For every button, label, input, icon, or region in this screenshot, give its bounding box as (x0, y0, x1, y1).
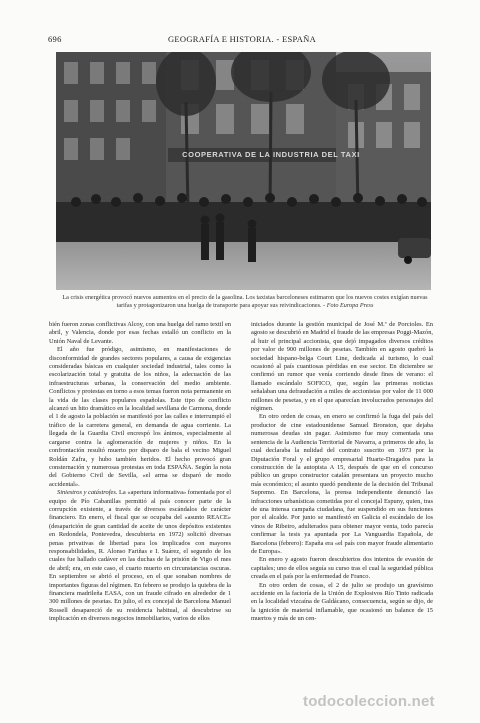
paragraph: En otro orden de cosas, el 2 de julio se produjo un gravísimo accidente en la factoría de la Unión de Explosivos Río Tinto radicada en la localidad vizcaína de Galdácano, consecuencia, según se dijo, de la ignición de material inflamable, que ocasionó un balance de 15 muertos y más de un cen- (251, 581, 433, 623)
paragraph: iniciados durante la gestión municipal de José M.ª de Porcioles. En agosto se descubrió en Madrid el fraude de las empresas Poggi-Mazón, al huir el principal accionista, que dejó impagados diversos créditos por valor de 900 millones de pesetas. También en agosto quebró la sociedad hispano-belga Court Line, dedicada al turismo, lo cual ocasionó al país cuantiosas pérdidas en ese sector. En diciembre se confirmó un rumor que venía corriendo desde fines de verano: el llamado escándalo SOFICO, que, según las primeras noticias señalaban una defraudación a miles de accionistas por valor de 11 000 millones de pesetas, y en el que aparecían involucrados personajes del régimen. (251, 321, 433, 413)
photograph-taxi-strike (56, 52, 431, 290)
right-column (251, 321, 433, 693)
page-number: 696 (48, 34, 62, 44)
section-title: Siniestros y catástrofes. (57, 489, 118, 497)
left-column (49, 321, 231, 693)
photo-illustration (56, 52, 431, 290)
paragraph: En otro orden de cosas, en enero se confirmó la fuga del país del productor de cine estadounidense Samuel Bronston, que dejaba numerosas deudas sin pagar. Asimismo fue muy comentada una sentencia de la Audiencia Territorial de Navarra, a primeros de año, la cual declaraba la nulidad del contrato suscrito en 1973 por la Diputación Foral y el grupo empresarial Huarte-Dragados para la construcción de la autopista A 15, después de que en el concurso público un grupo constructor catalán presentara un proyecto mucho más económico; el asunto quedó pendiente de la decisión del Tribunal Supremo. En Barcelona, la prensa independiente denunció las infracciones urbanísticas cometidas por el concejal Espuny, quien, tras de una intensa campaña ciudadana, fue suspendido en sus funciones por el alcalde. Por junio se manifestó en Galicia el escándalo de los vinos de Ribeiro, adulterados para obtener mayor venta, todo parecía confirmar la tesis ya apuntada por La Vanguardia Española, de Barcelona (febrero): España era «el país con mayor fraude alimentario de Europa». (251, 413, 433, 555)
running-title: GEOGRAFÍA E HISTORIA. - ESPAÑA (167, 34, 317, 44)
running-header (48, 34, 436, 46)
paragraph: La «apertura informativa» fomentada por el equipo de Pío Cabanillas permitió al país conocer parte de la corrupción existente, a través de diversos escándalos de carácter financiero. En enero, el fiscal que se ocupaba del «asunto REACE» (desaparición de gran cantidad de aceite de unos depósitos existentes en Redondela, Pontevedra, descubierta en 1972) solicitó diversas penas privativas de libertad para los implicados con mayores responsabilidades, R. Alonso Fariñas e I. Suárez, el segundo de los cuales fue hallado cadáver en las duchas de la prisión de Vigo el mes de abril; era, en este caso, el cuarto muerto en circunstancias oscuras. En septiembre se abrió el proceso, en el que sonaban nombres de importantes figuras del régimen. En febrero se produjo la quiebra de la financiera madrileña EASA, con un fraude cifrado en alrededor de 1 300 millones de pesetas. En julio, el ex concejal de Barcelona Manuel Rossell desapareció de su residencia habitual, al descubrirse su implicación en diversos negocios inmobiliarios, varios de ellos (49, 489, 231, 623)
photo-caption (56, 294, 434, 310)
paragraph: El año fue pródigo, asimismo, en manifestaciones de disconformidad de grandes sectores populares, a causa de exigencias consideradas básicas en cualquier sociedad industrial, tales como la escolarización total y gratuita de los niños, la adecuación de las infraestructuras urbanas, la conservación del medio ambiente. Conflictos y protestas en torno a esos temas fueron nota permanente en la vida de las clases populares españolas. Este tipo de conflicto alcanzó un hito dramático en la localidad sevillana de Carmona, donde el 1 de agosto la población se manifestó por las calles e interrumpió el tráfico de la carretera general, en demanda de agua corriente. La llegada de la Guardia Civil encrespó los ánimos, especialmente al cargarse contra la aglomeración de mujeres y niños. En la confrontación resultó muerto por disparo de bala el vecino Miguel Roldán Zafra, y hubo también heridos. El hecho provocó gran consternación y numerosas protestas en toda ESPAÑA. Según la nota del Gobierno Civil de Sevilla, «el arma se disparó de modo accidental». (49, 346, 231, 488)
watermark-logo: todocoleccion.net (303, 693, 435, 710)
paragraph: bién fueron zonas conflictivas Alcoy, con una huelga del ramo textil en abril, y Valencia, donde por esas fechas estalló un conflicto en la Unión Naval de Levante. (49, 321, 231, 345)
caption-text: La crisis energética provocó nuevos aumentos en el precio de la gasolina. Los taxistas barceloneses estimaron que los nuevos costes exigían nuevas tarifas y protagonizaron una huelga de transporte para apoyar sus reivindicaciones. (62, 294, 428, 309)
building-sign: COOPERATIVA DE LA INDUSTRIA DEL TAXI (182, 150, 360, 159)
photo-credit: - Foto Europa Press (323, 302, 374, 309)
paragraph: En enero y agosto fueron descubiertos dos intentos de evasión de capitales; uno de ellos seguía su curso tras el cual la seguridad pública creada en el país por la enfermedad de Franco. (251, 556, 433, 581)
